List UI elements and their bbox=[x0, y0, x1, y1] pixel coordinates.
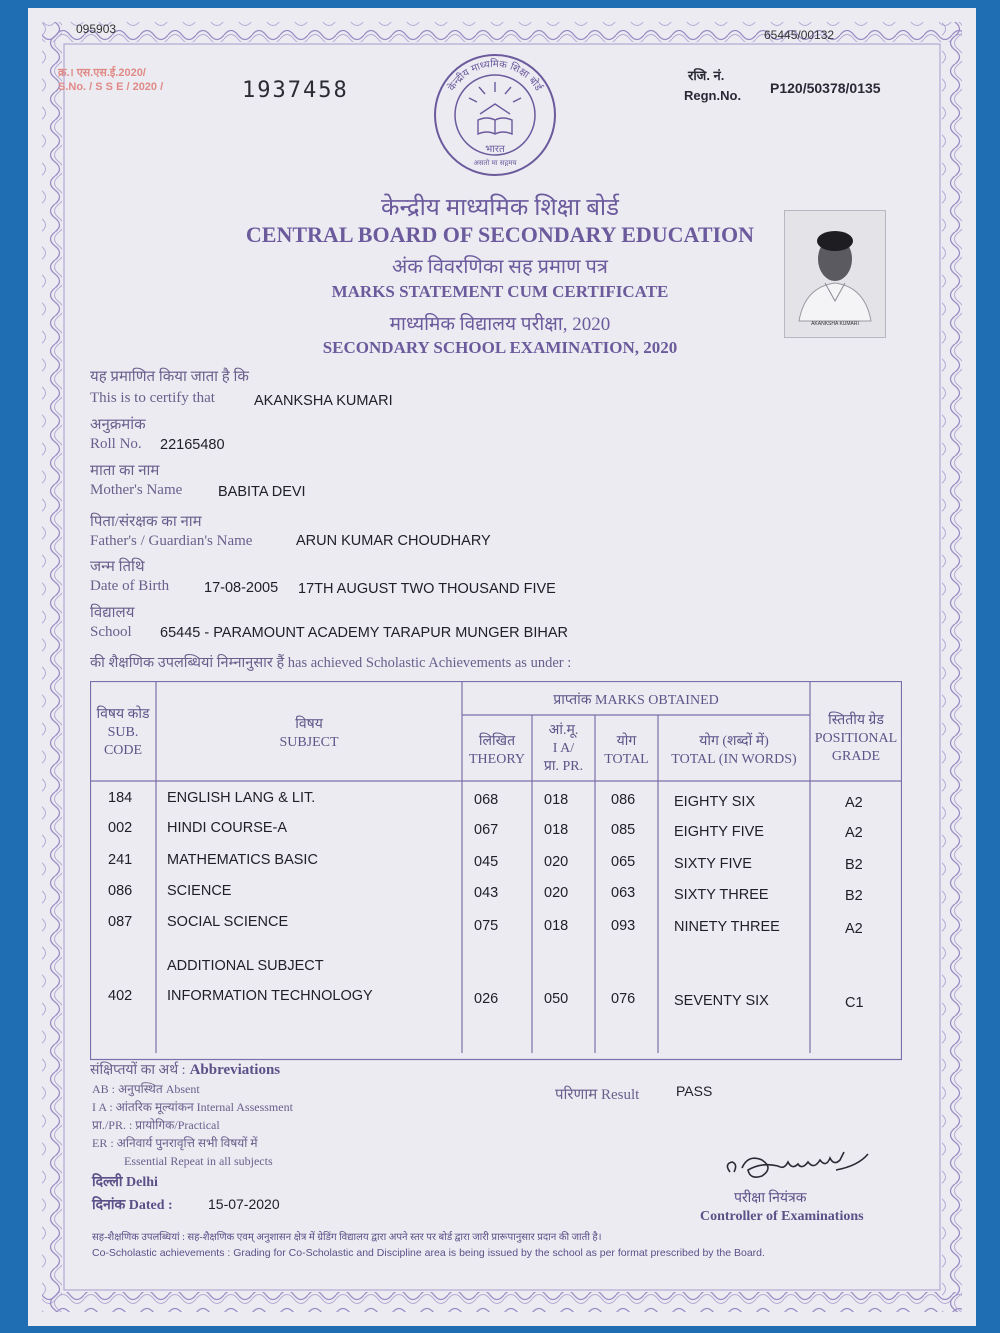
header-theory bbox=[462, 733, 532, 769]
dob-words: 17TH AUGUST TWO THOUSAND FIVE bbox=[298, 581, 556, 597]
row-grade: A2 bbox=[845, 795, 863, 811]
header-code-en1: SUB. bbox=[107, 725, 139, 740]
mother-label-hindi: माता का नाम bbox=[90, 463, 160, 479]
header-theory-english: THEORY bbox=[469, 752, 525, 767]
father-label-english: Father's / Guardian's Name bbox=[90, 533, 253, 549]
row-ia: 018 bbox=[544, 822, 569, 838]
regn-label-hi: रजि. नं. bbox=[688, 68, 725, 83]
red-stamp-line1: क्र.। एस.एस.ई.2020/ bbox=[58, 67, 146, 79]
mother-name: BABITA DEVI bbox=[218, 484, 306, 500]
row-total: 076 bbox=[611, 991, 636, 1007]
abbr-essential-repeat: ER : अनिवार्य पुनरावृत्ति सभी विषयों में bbox=[92, 1136, 258, 1150]
row-theory: 067 bbox=[474, 822, 499, 838]
dob-label-hindi: जन्म तिथि bbox=[90, 559, 145, 575]
row-words: SIXTY FIVE bbox=[674, 856, 752, 872]
row-theory: 043 bbox=[474, 885, 499, 901]
red-stamp bbox=[58, 66, 163, 94]
header-grade bbox=[810, 712, 902, 766]
school-name: 65445 - PARAMOUNT ACADEMY TARAPUR MUNGER BIHAR bbox=[160, 625, 568, 641]
dob-value: 17-08-2005 bbox=[204, 580, 279, 596]
exam-title-hindi: माध्यमिक विद्यालय परीक्षा, 2020 bbox=[389, 314, 611, 335]
student-photo-image bbox=[785, 211, 885, 337]
date-label: दिनांक Dated : bbox=[92, 1198, 173, 1213]
roll-label-english: Roll No. bbox=[90, 436, 142, 452]
school-label-english: School bbox=[90, 624, 132, 640]
header-grade-en2: GRADE bbox=[831, 749, 881, 764]
header-words bbox=[658, 733, 810, 769]
header-theory-hindi: लिखित bbox=[478, 734, 516, 749]
header-code bbox=[90, 706, 156, 760]
row-total: 085 bbox=[611, 822, 636, 838]
photo-caption: AKANKSHA KUMARI bbox=[811, 321, 859, 327]
board-name-hindi: केन्द्रीय माध्यमिक शिक्षा बोर्ड bbox=[381, 195, 619, 221]
doc-title-english: MARKS STATEMENT CUM CERTIFICATE bbox=[331, 282, 669, 301]
row-code: 241 bbox=[108, 852, 133, 868]
row-grade: B2 bbox=[845, 888, 863, 904]
red-stamp-line2: S.No. / S S E / 2020 / bbox=[58, 81, 164, 93]
abbr-absent: AB : अनुपस्थित Absent bbox=[92, 1082, 200, 1096]
result-value: PASS bbox=[676, 1083, 713, 1099]
controller-title-hindi: परीक्षा नियंत्रक bbox=[734, 1191, 807, 1206]
header-ia-practical: प्रा. PR. bbox=[543, 759, 584, 774]
result-label: परिणाम Result bbox=[555, 1087, 640, 1103]
row-grade: A2 bbox=[845, 921, 863, 937]
abbreviations-list bbox=[92, 1080, 293, 1170]
header-code-hindi: विषय कोड bbox=[96, 707, 150, 722]
header-subject-hindi: विषय bbox=[295, 717, 323, 732]
abbreviations-title bbox=[90, 1060, 280, 1079]
controller-title-english: Controller of Examinations bbox=[700, 1209, 864, 1224]
row-ia: 018 bbox=[544, 918, 569, 934]
regn-label bbox=[684, 66, 741, 106]
row-words: SIXTY THREE bbox=[674, 887, 769, 903]
doc-title-hindi: अंक विवरणिका सह प्रमाण पत्र bbox=[392, 256, 608, 278]
row-subject: INFORMATION TECHNOLOGY bbox=[167, 988, 373, 1004]
row-words: SEVENTY SIX bbox=[674, 993, 769, 1009]
row-subject: SCIENCE bbox=[167, 883, 232, 899]
header-total-english: TOTAL bbox=[604, 752, 649, 767]
footer-note-hindi: सह-शैक्षणिक उपलब्धियां : सह-शैक्षणिक एवम् अनुशासन क्षेत्र में ग्रेडिंग विद्यालय द्वारा अपने स्तर पर बोर्ड द्वारा जारी प्रारूपानुसार प्रदान की जाती है। bbox=[92, 1232, 602, 1243]
row-ia: 020 bbox=[544, 885, 569, 901]
row-words: EIGHTY SIX bbox=[674, 794, 756, 810]
header-ia-hindi: आं.मू. bbox=[548, 723, 579, 738]
regn-number: P120/50378/0135 bbox=[770, 80, 881, 96]
top-right-serial: 65445/00132 bbox=[764, 28, 835, 42]
student-name: AKANKSHA KUMARI bbox=[254, 393, 393, 409]
cbse-seal-icon bbox=[432, 52, 558, 178]
exam-title-english: SECONDARY SCHOOL EXAMINATION, 2020 bbox=[322, 338, 678, 357]
row-theory: 026 bbox=[474, 991, 499, 1007]
abbr-practical: प्रा./PR. : प्रायोगिक/Practical bbox=[92, 1118, 220, 1132]
regn-label-en: Regn.No. bbox=[684, 88, 742, 103]
certify-label-hindi: यह प्रमाणित किया जाता है कि bbox=[90, 369, 249, 385]
seal-middle-text: भारत bbox=[485, 144, 505, 155]
header-grade-hindi: स्तितीय ग्रेड bbox=[828, 713, 884, 728]
abbreviations-title-english: Abbreviations bbox=[189, 1062, 281, 1078]
header-words-english: TOTAL (IN WORDS) bbox=[671, 752, 797, 767]
achievements-caption: की शैक्षणिक उपलब्धियां निम्नानुसार हैं has achieved Scholastic Achievements as under : bbox=[90, 655, 572, 671]
abbreviations-title-hindi: संक्षिप्तयों का अर्थ : bbox=[90, 1063, 186, 1078]
row-words: NINETY THREE bbox=[674, 919, 780, 935]
top-left-serial: 095903 bbox=[76, 22, 117, 36]
certify-label-english: This is to certify that bbox=[90, 390, 215, 406]
mother-label-english: Mother's Name bbox=[90, 482, 183, 498]
header-marks-english: MARKS OBTAINED bbox=[595, 693, 719, 708]
header-subject bbox=[156, 716, 462, 752]
abbr-essential-repeat-english: Essential Repeat in all subjects bbox=[124, 1154, 273, 1168]
row-theory: 075 bbox=[474, 918, 499, 934]
school-label-hindi: विद्यालय bbox=[90, 605, 135, 621]
roll-number: 22165480 bbox=[160, 437, 225, 453]
student-photo bbox=[784, 210, 886, 338]
row-ia: 018 bbox=[544, 792, 569, 808]
roll-label-hindi: अनुक्रमांक bbox=[90, 417, 146, 433]
row-grade: C1 bbox=[845, 995, 864, 1011]
row-grade: A2 bbox=[845, 825, 863, 841]
header-total bbox=[595, 733, 658, 769]
abbr-internal-assessment: I A : आंतरिक मूल्यांकन Internal Assessment bbox=[92, 1100, 293, 1114]
header-marks bbox=[462, 692, 810, 710]
header-ia bbox=[532, 722, 595, 776]
row-code: 002 bbox=[108, 820, 133, 836]
father-label-hindi: पिता/संरक्षक का नाम bbox=[90, 514, 202, 530]
father-name: ARUN KUMAR CHOUDHARY bbox=[296, 533, 491, 549]
date-value: 15-07-2020 bbox=[208, 1196, 280, 1212]
footer-note-english: Co-Scholastic achievements : Grading for Co-Scholastic and Discipline area is being issued by the school as per format prescribed by the Board. bbox=[92, 1247, 765, 1259]
row-grade: B2 bbox=[845, 857, 863, 873]
header-ia-english: I A/ bbox=[552, 741, 575, 756]
row-code: 184 bbox=[108, 790, 133, 806]
row-subject: HINDI COURSE-A bbox=[167, 820, 288, 836]
header-words-hindi: योग (शब्दों में) bbox=[699, 734, 769, 749]
row-ia: 050 bbox=[544, 991, 569, 1007]
additional-subject-label: ADDITIONAL SUBJECT bbox=[167, 958, 324, 974]
controller-signature bbox=[718, 1142, 878, 1192]
header-grade-en1: POSITIONAL bbox=[814, 731, 898, 746]
row-subject: ENGLISH LANG & LIT. bbox=[167, 790, 316, 806]
place-label: दिल्ली Delhi bbox=[92, 1175, 158, 1190]
row-total: 093 bbox=[611, 918, 636, 934]
row-subject: SOCIAL SCIENCE bbox=[167, 914, 289, 930]
header-code-en2: CODE bbox=[103, 743, 143, 758]
header-total-hindi: योग bbox=[616, 734, 637, 749]
row-total: 086 bbox=[611, 792, 636, 808]
row-code: 086 bbox=[108, 883, 133, 899]
row-words: EIGHTY FIVE bbox=[674, 824, 764, 840]
board-name-english: CENTRAL BOARD OF SECONDARY EDUCATION bbox=[245, 222, 755, 247]
row-theory: 045 bbox=[474, 854, 499, 870]
row-code: 402 bbox=[108, 988, 133, 1004]
row-total: 063 bbox=[611, 885, 636, 901]
row-subject: MATHEMATICS BASIC bbox=[167, 852, 318, 868]
row-code: 087 bbox=[108, 914, 133, 930]
header-subject-english: SUBJECT bbox=[279, 735, 339, 750]
seal-motto-text: असतो मा सद्गमय bbox=[473, 159, 517, 167]
certificate-number: 1937458 bbox=[242, 78, 349, 103]
seal-top-text: केन्द्रीय माध्यमिक शिक्षा बोर्ड bbox=[446, 58, 544, 94]
header-marks-hindi: प्राप्तांक bbox=[553, 693, 592, 708]
row-total: 065 bbox=[611, 854, 636, 870]
row-theory: 068 bbox=[474, 792, 499, 808]
row-ia: 020 bbox=[544, 854, 569, 870]
dob-label-english: Date of Birth bbox=[90, 578, 170, 594]
